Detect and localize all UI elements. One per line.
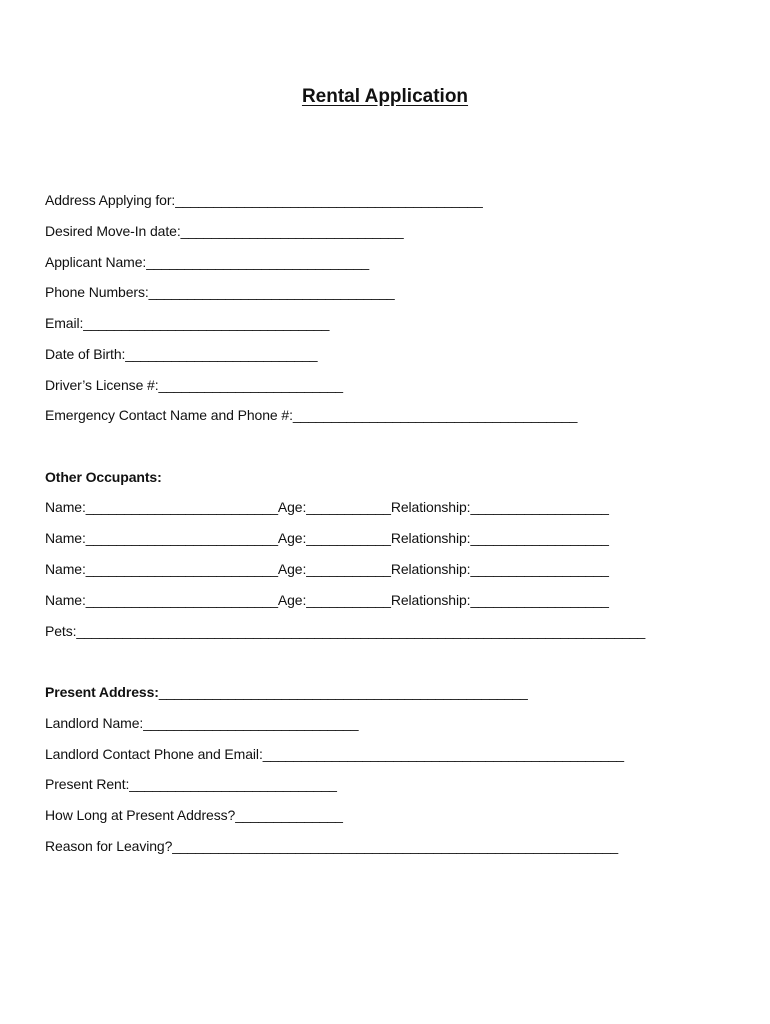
other-occupants-heading: Other Occupants: — [45, 469, 162, 485]
occupant-row[interactable]: Name:_________________________Age:___________Relationship:__________________ — [45, 499, 609, 515]
applicant-name-field[interactable]: Applicant Name:_____________________________ — [45, 254, 370, 270]
email-field[interactable]: Email:________________________________ — [45, 315, 330, 331]
phone-numbers-field[interactable]: Phone Numbers:________________________________ — [45, 284, 395, 300]
how-long-field[interactable]: How Long at Present Address?______________ — [45, 807, 343, 823]
date-of-birth-field[interactable]: Date of Birth:_________________________ — [45, 346, 318, 362]
emergency-contact-field[interactable]: Emergency Contact Name and Phone #:_____________________________________ — [45, 407, 578, 423]
occupant-row[interactable]: Name:_________________________Age:___________Relationship:__________________ — [45, 561, 609, 577]
drivers-license-field[interactable]: Driver’s License #:________________________ — [45, 377, 343, 393]
present-address-blank[interactable]: ________________________________________________ — [158, 684, 528, 700]
pets-field[interactable]: Pets:__________________________________________________________________________ — [45, 623, 646, 639]
page-title: Rental Application — [301, 86, 469, 107]
landlord-contact-field[interactable]: Landlord Contact Phone and Email:_______________________________________________ — [45, 746, 624, 762]
landlord-name-field[interactable]: Landlord Name:____________________________ — [45, 715, 359, 731]
move-in-date-field[interactable]: Desired Move-In date:_____________________________ — [45, 223, 404, 239]
occupant-row[interactable]: Name:_________________________Age:___________Relationship:__________________ — [45, 592, 609, 608]
present-address-label: Present Address: — [45, 684, 159, 700]
reason-for-leaving-field[interactable]: Reason for Leaving?__________________________________________________________ — [45, 838, 619, 854]
address-applying-field[interactable]: Address Applying for:________________________________________ — [45, 192, 483, 208]
occupant-row[interactable]: Name:_________________________Age:___________Relationship:__________________ — [45, 530, 609, 546]
present-address-field[interactable] — [45, 683, 528, 701]
present-rent-field[interactable]: Present Rent:___________________________ — [45, 776, 337, 792]
